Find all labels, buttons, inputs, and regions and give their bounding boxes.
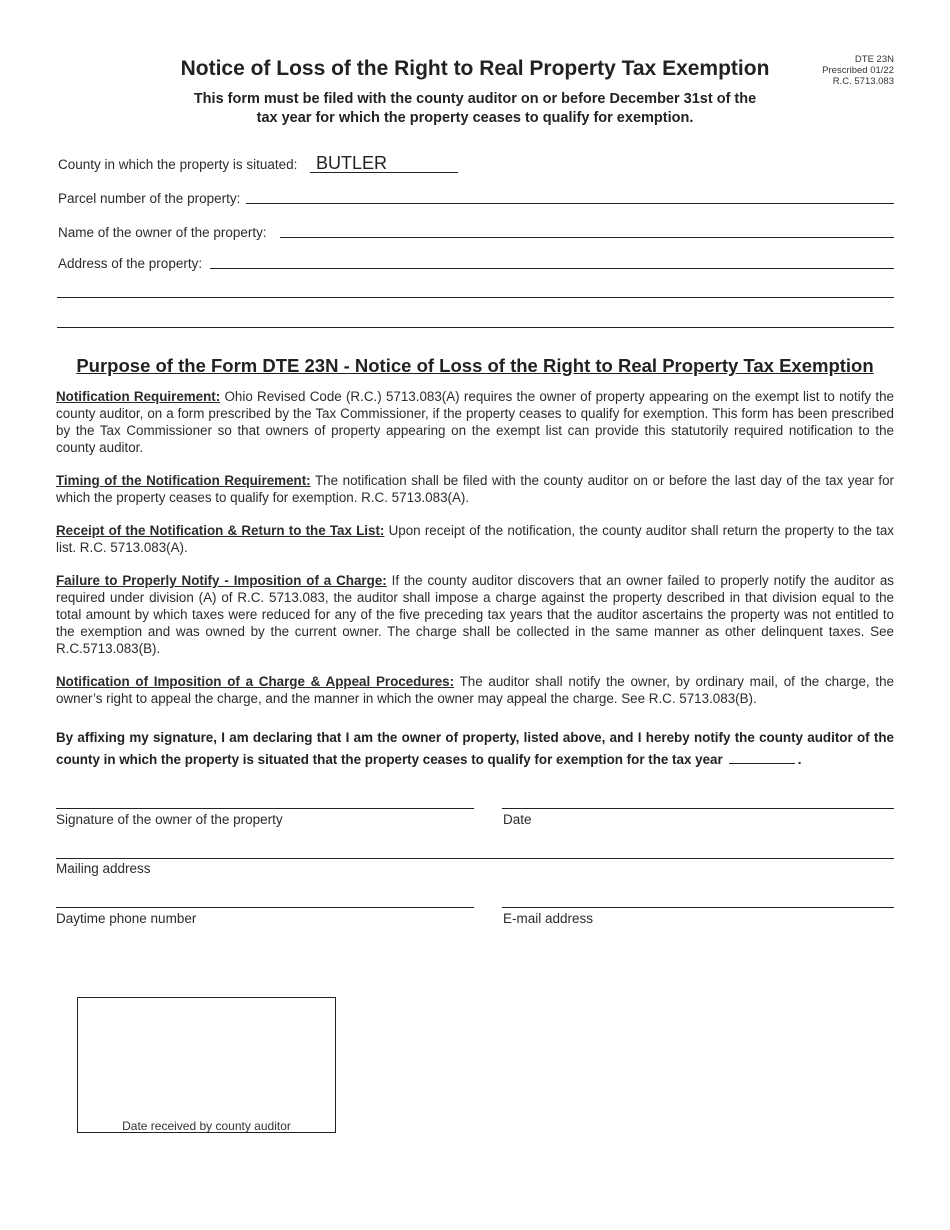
owner-field[interactable]: [280, 237, 894, 238]
section-heading: Receipt of the Notification & Return to the Tax List:: [56, 523, 385, 538]
mailing-address-label: Mailing address: [56, 861, 151, 876]
address-field[interactable]: [210, 268, 894, 269]
address-field-line-2[interactable]: [57, 297, 894, 298]
section-failure-charge: [56, 572, 894, 657]
declaration-end: .: [797, 752, 802, 767]
section-heading: Notification of Imposition of a Charge & Appeal Procedures:: [56, 674, 455, 689]
mailing-address-field[interactable]: [56, 858, 894, 859]
address-label: Address of the property:: [58, 256, 203, 271]
section-receipt: [56, 522, 894, 556]
form-title: Notice of Loss of the Right to Real Property Tax Exemption: [180, 57, 770, 80]
email-label: E-mail address: [503, 911, 594, 926]
parcel-field[interactable]: [246, 203, 894, 204]
section-body: Ohio Revised Code (R.C.) 5713.083(A) requires the owner of property appearing on the exempt list to notify the county auditor, on a form prescribed by the Tax Commissioner, if the property ceases to qualify for exemption. This form has been prescribed by the Tax Commissioner so that owners of property appearing on the exempt list can provide this statutorily required notification to the county auditor.: [56, 389, 894, 455]
phone-field[interactable]: [56, 907, 474, 908]
subtitle-line-2: tax year for which the property ceases to qualify for exemption.: [256, 110, 694, 126]
declaration: [56, 727, 894, 771]
section-body: Upon receipt of the notification, the county auditor shall return the property to the tax list. R.C. 5713.083(A).: [56, 523, 894, 555]
date-label: Date: [503, 812, 532, 827]
county-value[interactable]: BUTLER: [316, 153, 388, 173]
section-notification-requirement: [56, 388, 894, 456]
purpose-heading: Purpose of the Form DTE 23N - Notice of Loss of the Right to Real Property Tax Exemption: [76, 355, 874, 376]
declaration-text: By affixing my signature, I am declaring that I am the owner of property, listed above, and I hereby notify the county auditor of the county in which the property is situated that the property ceases to qualify for exemption for the tax year: [56, 730, 894, 767]
section-body: If the county auditor discovers that an owner failed to properly notify the auditor as required under division (A) of R.C. 5713.083, the auditor shall impose a charge against the property described in that division equal to the total amount by which taxes were reduced for any of the five preceding tax years that the auditor ascertains the property was not entitled to the exemption and was owned by the current owner. The charge shall be collected in the same manner as other delinquent taxes. See R.C.5713.083(B).: [56, 573, 894, 656]
section-heading: Timing of the Notification Requirement:: [56, 473, 311, 488]
section-heading: Failure to Properly Notify - Imposition of a Charge:: [56, 573, 387, 588]
form-prescribed: Prescribed 01/22: [822, 65, 894, 76]
form-subtitle: [170, 90, 780, 128]
address-field-line-3[interactable]: [57, 327, 894, 328]
signature-label: Signature of the owner of the property: [56, 812, 283, 827]
county-label: County in which the property is situated:: [58, 157, 298, 172]
section-body: The auditor shall notify the owner, by ordinary mail, of the charge, the owner’s right to appeal the charge, and the manner in which the owner may appeal the charge. See R.C. 5713.083(B).: [56, 674, 894, 706]
phone-label: Daytime phone number: [56, 911, 197, 926]
form-rc: R.C. 5713.083: [832, 76, 894, 87]
parcel-label: Parcel number of the property:: [58, 191, 241, 206]
date-received-box: [77, 997, 336, 1133]
section-heading: Notification Requirement:: [56, 389, 221, 404]
subtitle-line-1: This form must be filed with the county auditor on or before December 31st of the: [193, 91, 757, 107]
section-timing: [56, 472, 894, 506]
email-field[interactable]: [502, 907, 894, 908]
signature-field[interactable]: [56, 808, 474, 809]
date-received-label: Date received by county auditor: [122, 1119, 291, 1133]
form-code: DTE 23N: [854, 54, 894, 65]
section-appeal-procedures: [56, 673, 894, 707]
owner-label: Name of the owner of the property:: [58, 225, 267, 240]
section-body: The notification shall be filed with the county auditor on or before the last day of the tax year for which the property ceases to qualify for exemption. R.C. 5713.083(A).: [56, 473, 895, 505]
tax-year-field[interactable]: [729, 750, 795, 764]
date-field[interactable]: [502, 808, 894, 809]
